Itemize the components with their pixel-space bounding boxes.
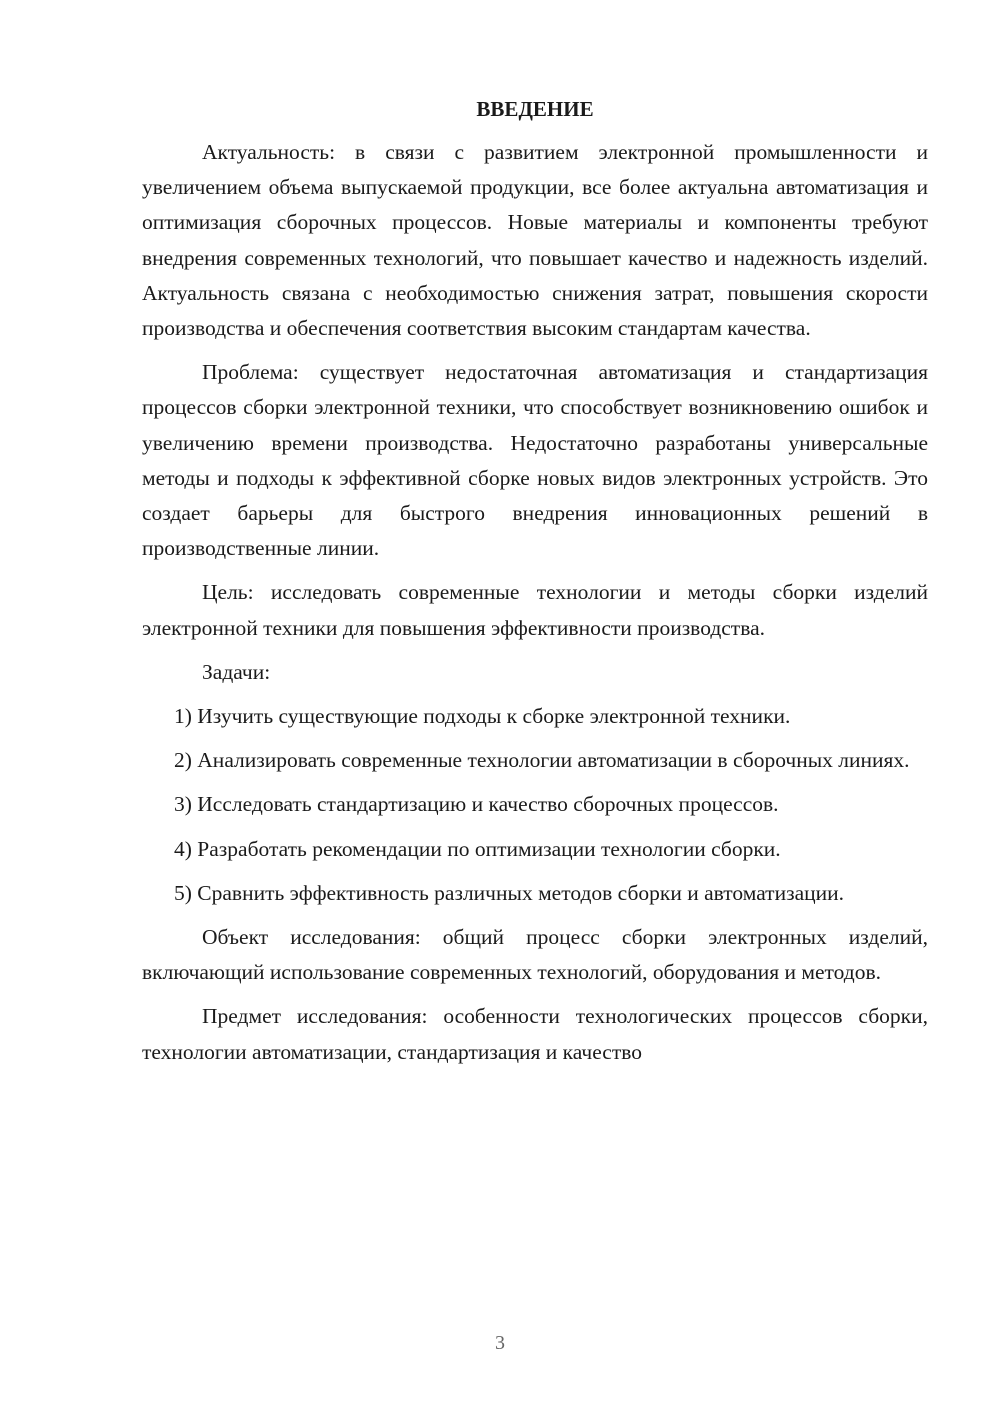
relevance-paragraph: Актуальность: в связи с развитием электронной промышленности и увеличением объема выпускаемой продукции, все более актуальна автоматизация и оптимизация сборочных процессов. Новые материалы и компоненты требуют внедрения современных технологий, что повышает качество и надежность изделий. Актуальность связана с необходимостью снижения затрат, повышения скорости производства и обеспечения соответствия высоким стандартам качества. bbox=[142, 140, 928, 341]
document-page bbox=[142, 92, 928, 1070]
task-item-1: 1) Изучить существующие подходы к сборке электронной техники. bbox=[174, 704, 791, 729]
tasks-heading: Задачи: bbox=[202, 659, 271, 684]
problem-paragraph: Проблема: существует недостаточная автоматизация и стандартизация процессов сборки электронной техники, что способствует возникновению ошибок и увеличению времени производства. Недостаточно разработаны универсальные методы и подходы к эффективной сборке новых видов электронных устройств. Это создает барьеры для быстрого внедрения инновационных решений в производственные линии. bbox=[142, 360, 928, 561]
page-title: ВВЕДЕНИЕ bbox=[476, 97, 594, 121]
page-number: 3 bbox=[495, 1332, 505, 1354]
task-item-2: 2) Анализировать современные технологии автоматизации в сборочных линиях. bbox=[174, 748, 910, 773]
goal-paragraph: Цель: исследовать современные технологии и методы сборки изделий электронной техники для повышения эффективности производства. bbox=[142, 580, 928, 640]
task-item-4: 4) Разработать рекомендации по оптимизации технологии сборки. bbox=[174, 836, 781, 861]
task-item-3: 3) Исследовать стандартизацию и качество сборочных процессов. bbox=[174, 792, 779, 817]
research-object-paragraph: Объект исследования: общий процесс сборки электронных изделий, включающий использование современных технологий, оборудования и методов. bbox=[142, 925, 928, 985]
task-item-5: 5) Сравнить эффективность различных методов сборки и автоматизации. bbox=[174, 880, 845, 905]
research-subject-paragraph: Предмет исследования: особенности технологических процессов сборки, технологии автоматизации, стандартизация и качество bbox=[142, 1004, 928, 1064]
